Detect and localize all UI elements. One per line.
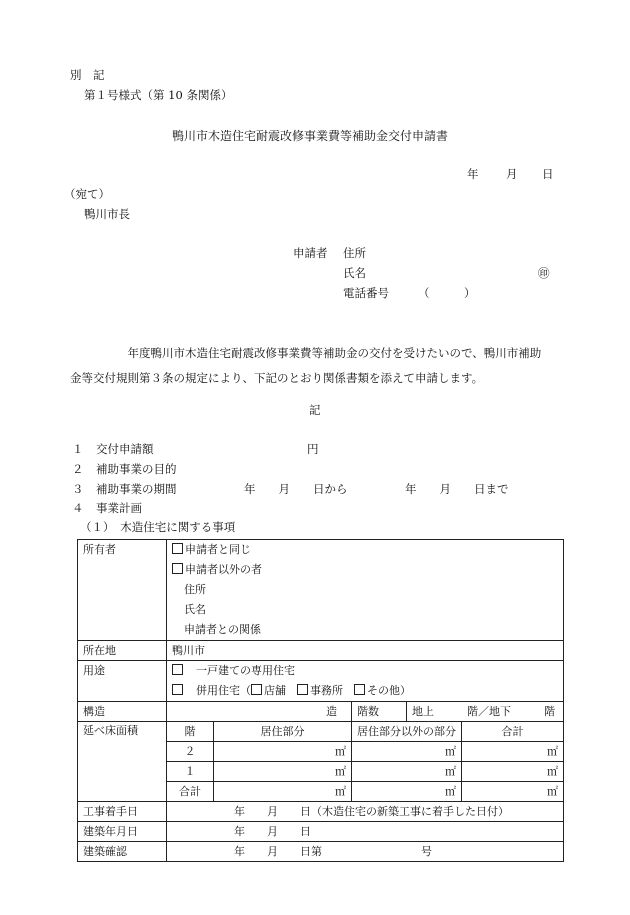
applicant-phone-label: 電話番号 [343,286,389,300]
area-residential-1[interactable]: ㎡ [214,762,352,782]
owner-label: 所有者 [78,540,167,641]
checkbox-icon[interactable] [251,684,262,695]
area-nonresidential-2[interactable]: ㎡ [352,742,462,762]
area-col-nonresidential: 居住部分以外の部分 [352,722,462,742]
application-statement: 年度鴨川市木造住宅耐震改修事業費等補助金の交付を受けたいので、鴨川市補助金等交付規則第３条の規定により、下記のとおり関係書類を添えて申請します。 [70,346,542,385]
structure-row [78,702,564,722]
use-label: 用途 [78,661,167,702]
use-option-mixed[interactable]: 併用住宅（ 店舗 事務所 その他） [172,681,558,701]
checkbox-icon[interactable] [354,684,365,695]
date-day: 日 [542,167,554,181]
area-floor-1: １ [167,762,214,782]
item-2-label: 補助事業の目的 [96,462,177,476]
checkbox-icon[interactable] [297,684,308,695]
page-title: 鴨川市木造住宅耐震改修事業費等補助金交付申請書 [172,129,449,143]
location-row [78,641,564,661]
applicant-phone-paren: （ ） [418,286,476,300]
location-value[interactable]: 鴨川市 [167,641,564,661]
area-col-residential: 居住部分 [214,722,352,742]
date-month: 月 [506,167,518,181]
subsection-1-heading: （１） 木造住宅に関する事項 [80,520,236,534]
applicant-name-label: 氏名 [343,266,366,280]
item-3-to: 年 月 日まで [405,482,509,496]
item-1-label: 交付申請額 [96,442,154,456]
floors-label: 階数 [352,702,407,722]
use-option-detached[interactable]: 一戸建ての専用住宅 [172,661,558,681]
area-header-row [78,722,564,742]
start-date-row [78,802,564,822]
start-date-label: 工事着手日 [78,802,167,822]
area-label: 延べ床面積 [78,722,167,802]
area-total-2[interactable]: ㎡ [462,742,564,762]
owner-address-label: 住所 [184,583,206,596]
item-4-label: 事業計画 [96,501,142,515]
ki-heading: 記 [309,403,321,417]
area-residential-total[interactable]: ㎡ [214,782,352,802]
use-cell [167,661,564,702]
owner-option-same[interactable]: 申請者と同じ [172,540,558,560]
structure-label: 構造 [78,702,167,722]
floors-value[interactable]: 地上 階／地下 階 [407,702,564,722]
use-row [78,661,564,702]
area-residential-2[interactable]: ㎡ [214,742,352,762]
addressee-prefix: （宛て） [64,187,110,201]
item-3-label: 補助事業の期間 [96,482,177,496]
checkbox-icon[interactable] [172,664,183,675]
built-date-row [78,822,564,842]
owner-cell [167,540,564,641]
applicant-address-label: 住所 [343,246,366,260]
addressee: 鴨川市長 [84,207,130,221]
date-year: 年 [467,167,479,181]
area-floor-total: 合計 [167,782,214,802]
form-number: 第１号様式（第 10 条関係） [84,88,233,102]
checkbox-icon[interactable] [172,543,183,554]
appendix-label: 別 記 [70,68,105,82]
start-date-value[interactable]: 年 月 日（木造住宅の新築工事に着手した日付） [167,802,564,822]
item-4-number: ４ [72,501,84,515]
area-total-1[interactable]: ㎡ [462,762,564,782]
structure-value[interactable]: 造 [167,702,352,722]
owner-name-label: 氏名 [184,603,206,616]
checkbox-icon[interactable] [172,684,183,695]
item-1-unit: 円 [307,442,319,456]
location-label: 所在地 [78,641,167,661]
owner-option-other[interactable]: 申請者以外の者 [172,560,558,580]
area-col-total: 合計 [462,722,564,742]
item-3-from: 年 月 日から [244,482,348,496]
area-nonresidential-1[interactable]: ㎡ [352,762,462,782]
area-total-total[interactable]: ㎡ [462,782,564,802]
owner-row [78,540,564,641]
owner-relation-label: 申請者との関係 [184,623,261,636]
building-confirmation-row [78,842,564,862]
item-2-number: ２ [72,462,84,476]
seal-mark: ㊞ [538,266,550,280]
built-date-label: 建築年月日 [78,822,167,842]
house-info-table [77,539,564,862]
building-confirmation-label: 建築確認 [78,842,167,862]
item-1-number: １ [72,442,84,456]
area-nonresidential-total[interactable]: ㎡ [352,782,462,802]
building-confirmation-value[interactable]: 年 月 日第 号 [167,842,564,862]
checkbox-icon[interactable] [172,563,183,574]
applicant-label: 申請者 [293,246,328,260]
built-date-value[interactable]: 年 月 日 [167,822,564,842]
area-floor-2: ２ [167,742,214,762]
area-col-floor: 階 [167,722,214,742]
item-3-number: ３ [72,482,84,496]
